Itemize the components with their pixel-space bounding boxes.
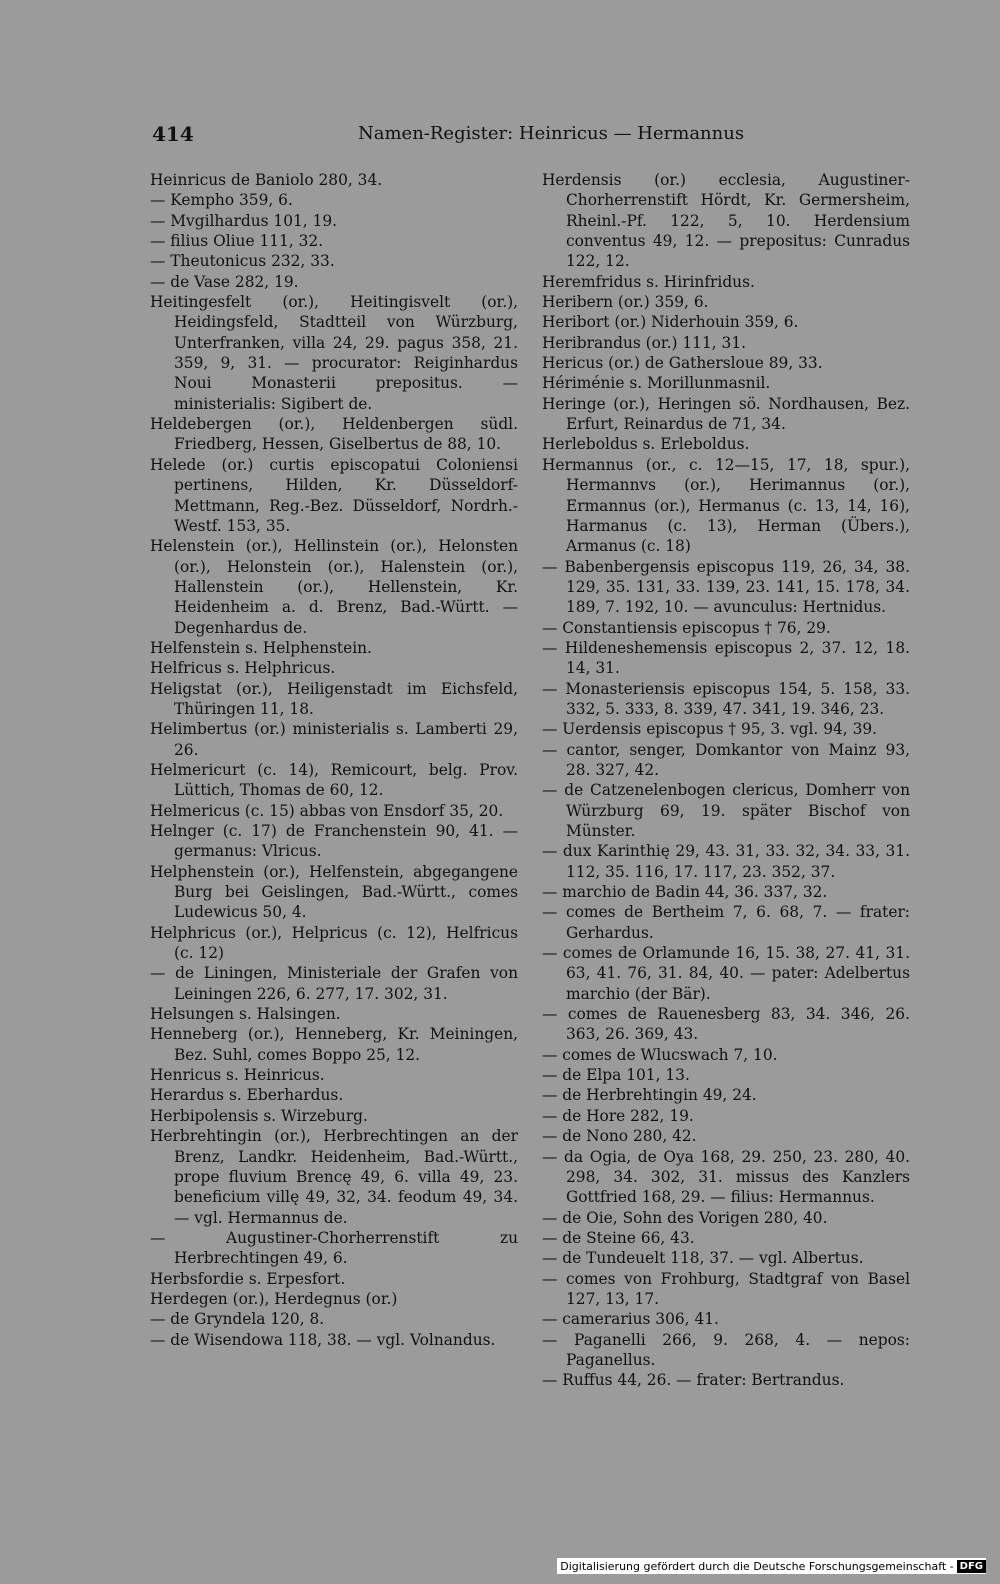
index-entry: Helsungen s. Halsingen. [150, 1005, 341, 1024]
index-entry: — de Vase 282, 19. [150, 272, 299, 291]
index-entry: Helphricus (or.), Helpricus (c. 12), Helfricus (c. 12) [150, 923, 518, 963]
index-entry: — de Herbrehtingin 49, 24. [542, 1086, 757, 1105]
dfg-logo: DFG [957, 1560, 986, 1573]
index-entry: — de Steine 66, 43. [542, 1228, 695, 1247]
page-number: 414 [152, 122, 194, 146]
index-entry: Herdegen (or.), Herdegnus (or.) [150, 1289, 398, 1308]
index-entry: — Kempho 359, 6. [150, 191, 293, 210]
index-entry: — de Gryndela 120, 8. [150, 1310, 325, 1329]
index-entry: Helimbertus (or.) ministerialis s. Lamberti 29, 26. [150, 720, 518, 759]
index-entry: Heribrandus (or.) 111, 31. [542, 333, 747, 352]
index-entry: Heligstat (or.), Heiligenstadt im Eichsfeld, Thüringen 11, 18. [150, 679, 518, 718]
index-entry: — Ruffus 44, 26. — frater: Bertrandus. [542, 1371, 845, 1390]
index-entry: — Mvgilhardus 101, 19. [150, 211, 338, 230]
index-entry: Herbrehtingin (or.), Herbrechtingen an der Brenz, Landkr. Heidenheim, Bad.-Württ., prope fluvium Brencę 49, 6. villa 49, 23. beneficium villę 49, 32, 34. feodum 49, 34. — vgl. Hermannus de. [150, 1127, 518, 1227]
index-entry: — de Hore 282, 19. [542, 1106, 694, 1125]
index-entry: — de Oie, Sohn des Vorigen 280, 40. [542, 1208, 828, 1227]
index-entry: — comes de Bertheim 7, 6. 68, 7. — frater: Gerhardus. [542, 903, 910, 942]
index-entry: — Constantiensis episcopus † 76, 29. [542, 618, 831, 637]
index-entry: Helfricus s. Helphricus. [150, 659, 336, 678]
index-entry: — de Elpa 101, 13. [542, 1066, 690, 1085]
index-entry: Heribern (or.) 359, 6. [542, 293, 709, 312]
right-column [542, 170, 910, 1391]
index-entry: — Augustiner-Chorherrenstift zu Herbrechtingen 49, 6. [150, 1228, 518, 1268]
index-entry: Helenstein (or.), Hellinstein (or.), Helonsten (or.), Helonstein (or.), Halenstein (or.), Hallenstein (or.), Hellenstein, Kr. Heidenheim a. d. Brenz, Bad.-Württ. — Degenhardus de. [150, 537, 518, 637]
index-entry: Heinricus de Baniolo 280, 34. [150, 171, 383, 189]
index-entry: — Paganelli 266, 9. 268, 4. — nepos: Paganellus. [542, 1330, 910, 1369]
index-entry: — de Liningen, Ministeriale der Grafen von Leiningen 226, 6. 277, 17. 302, 31. [150, 964, 518, 1003]
index-entry: Heldebergen (or.), Heldenbergen südl. Friedberg, Hessen, Giselbertus de 88, 10. [150, 415, 518, 454]
footer-credit [557, 1558, 986, 1574]
index-entry: — cantor, senger, Domkantor von Mainz 93, 28. 327, 42. [542, 740, 910, 779]
index-entry: Henneberg (or.), Henneberg, Kr. Meiningen, Bez. Suhl, comes Boppo 25, 12. [150, 1025, 518, 1064]
index-entry: — comes von Frohburg, Stadtgraf von Basel 127, 13, 17. [542, 1269, 910, 1308]
index-entry: — dux Karinthię 29, 43. 31, 33. 32, 34. 33, 31. 112, 35. 116, 17. 117, 23. 352, 37. [542, 842, 910, 881]
index-entry: — Babenbergensis episcopus 119, 26, 34, 38. 129, 35. 131, 33. 139, 23. 141, 15. 178, 34. 189, 7. 192, 10. — avunculus: Hertnidus. [542, 557, 910, 617]
index-entry: Helmericurt (c. 14), Remicourt, belg. Prov. Lüttich, Thomas de 60, 12. [150, 760, 518, 800]
index-entry: — de Catzenelenbogen clericus, Domherr von Würzburg 69, 19. später Bischof von Münster. [542, 781, 910, 840]
index-entry: Herdensis (or.) ecclesia, Augustiner-Chorherrenstift Hördt, Kr. Germersheim, Rheinl.-Pf. 122, 5, 10. Herdensium conventus 49, 12. — prepositus: Cunradus 122, 12. [542, 171, 910, 271]
index-entry: — filius Oliue 111, 32. [150, 232, 324, 251]
index-entry: Herbsfordie s. Erpesfort. [150, 1269, 346, 1288]
index-entry: Hériménie s. Morillunmasnil. [542, 374, 771, 393]
left-column [150, 170, 518, 1350]
footer-text: Digitalisierung gefördert durch die Deutsche Forschungsgemeinschaft - [560, 1559, 954, 1573]
index-entry: — camerarius 306, 41. [542, 1310, 719, 1329]
index-entry: Helede (or.) curtis episcopatui Coloniensi pertinens, Hilden, Kr. Düsseldorf-Mettmann, Reg.-Bez. Düsseldorf, Nordrh.-Westf. 153, 35. [150, 455, 518, 535]
index-entry: — Monasteriensis episcopus 154, 5. 158, 33. 332, 5. 333, 8. 339, 47. 341, 19. 346, 23. [542, 679, 910, 718]
index-entry: — de Wisendowa 118, 38. — vgl. Volnandus. [150, 1330, 496, 1349]
index-entry: Herbipolensis s. Wirzeburg. [150, 1106, 368, 1125]
index-entry: Helfenstein s. Helphenstein. [150, 638, 372, 657]
index-entry: Henricus s. Heinricus. [150, 1066, 325, 1085]
index-entry: Helmericus (c. 15) abbas von Ensdorf 35, 20. [150, 801, 504, 820]
index-entry: — de Nono 280, 42. [542, 1127, 697, 1146]
index-entry: Heremfridus s. Hirinfridus. [542, 272, 755, 291]
index-entry: Herleboldus s. Erleboldus. [542, 435, 750, 454]
running-head: Namen-Register: Heinricus — Hermannus [358, 123, 745, 144]
index-entry: — Hildeneshemensis episcopus 2, 37. 12, 18. 14, 31. [542, 638, 910, 678]
index-entry: Helphenstein (or.), Helfenstein, abgegangene Burg bei Geislingen, Bad.-Württ., comes Ludewicus 50, 4. [150, 862, 518, 922]
index-entry: — comes de Rauenesberg 83, 34. 346, 26. 363, 26. 369, 43. [542, 1005, 910, 1044]
index-entry: — Theutonicus 232, 33. [150, 252, 335, 271]
index-entry: — da Ogia, de Oya 168, 29. 250, 23. 280, 40. 298, 34. 302, 31. missus des Kanzlers Gottfried 168, 29. — filius: Hermannus. [542, 1147, 910, 1207]
index-entry: — comes de Wlucswach 7, 10. [542, 1045, 778, 1064]
index-entry: — de Tundeuelt 118, 37. — vgl. Albertus. [542, 1249, 864, 1268]
index-entry: — marchio de Badin 44, 36. 337, 32. [542, 883, 828, 902]
index-entry: Herardus s. Eberhardus. [150, 1086, 344, 1105]
index-entry: Hericus (or.) de Gathersloue 89, 33. [542, 354, 823, 373]
index-entry: Hermannus (or., c. 12—15, 17, 18, spur.), Hermannvs (or.), Herimannus (or.), Ermannus (or.), Hermanus (c. 13, 14, 16), Harmanus (c. 13), Herman (Übers.), Armanus (c. 18) [542, 455, 910, 556]
index-entry: Heringe (or.), Heringen sö. Nordhausen, Bez. Erfurt, Reinardus de 71, 34. [542, 394, 910, 434]
index-entry: — comes de Orlamunde 16, 15. 38, 27. 41, 31. 63, 41. 76, 31. 84, 40. — pater: Adelbertus marchio (der Bär). [542, 944, 910, 1003]
index-entry: Heitingesfelt (or.), Heitingisvelt (or.), Heidingsfeld, Stadtteil von Würzburg, Unterfranken, villa 24, 29. pagus 358, 21. 359, 9, 31. — procurator: Reiginhardus Noui Monasterii prepositus. — ministerialis: Sigibert de. [150, 293, 518, 413]
index-entry: — Uerdensis episcopus † 95, 3. vgl. 94, 39. [542, 720, 878, 739]
index-entry: Heribort (or.) Niderhouin 359, 6. [542, 313, 799, 332]
index-entry: Helnger (c. 17) de Franchenstein 90, 41. — germanus: Vlricus. [150, 822, 518, 861]
